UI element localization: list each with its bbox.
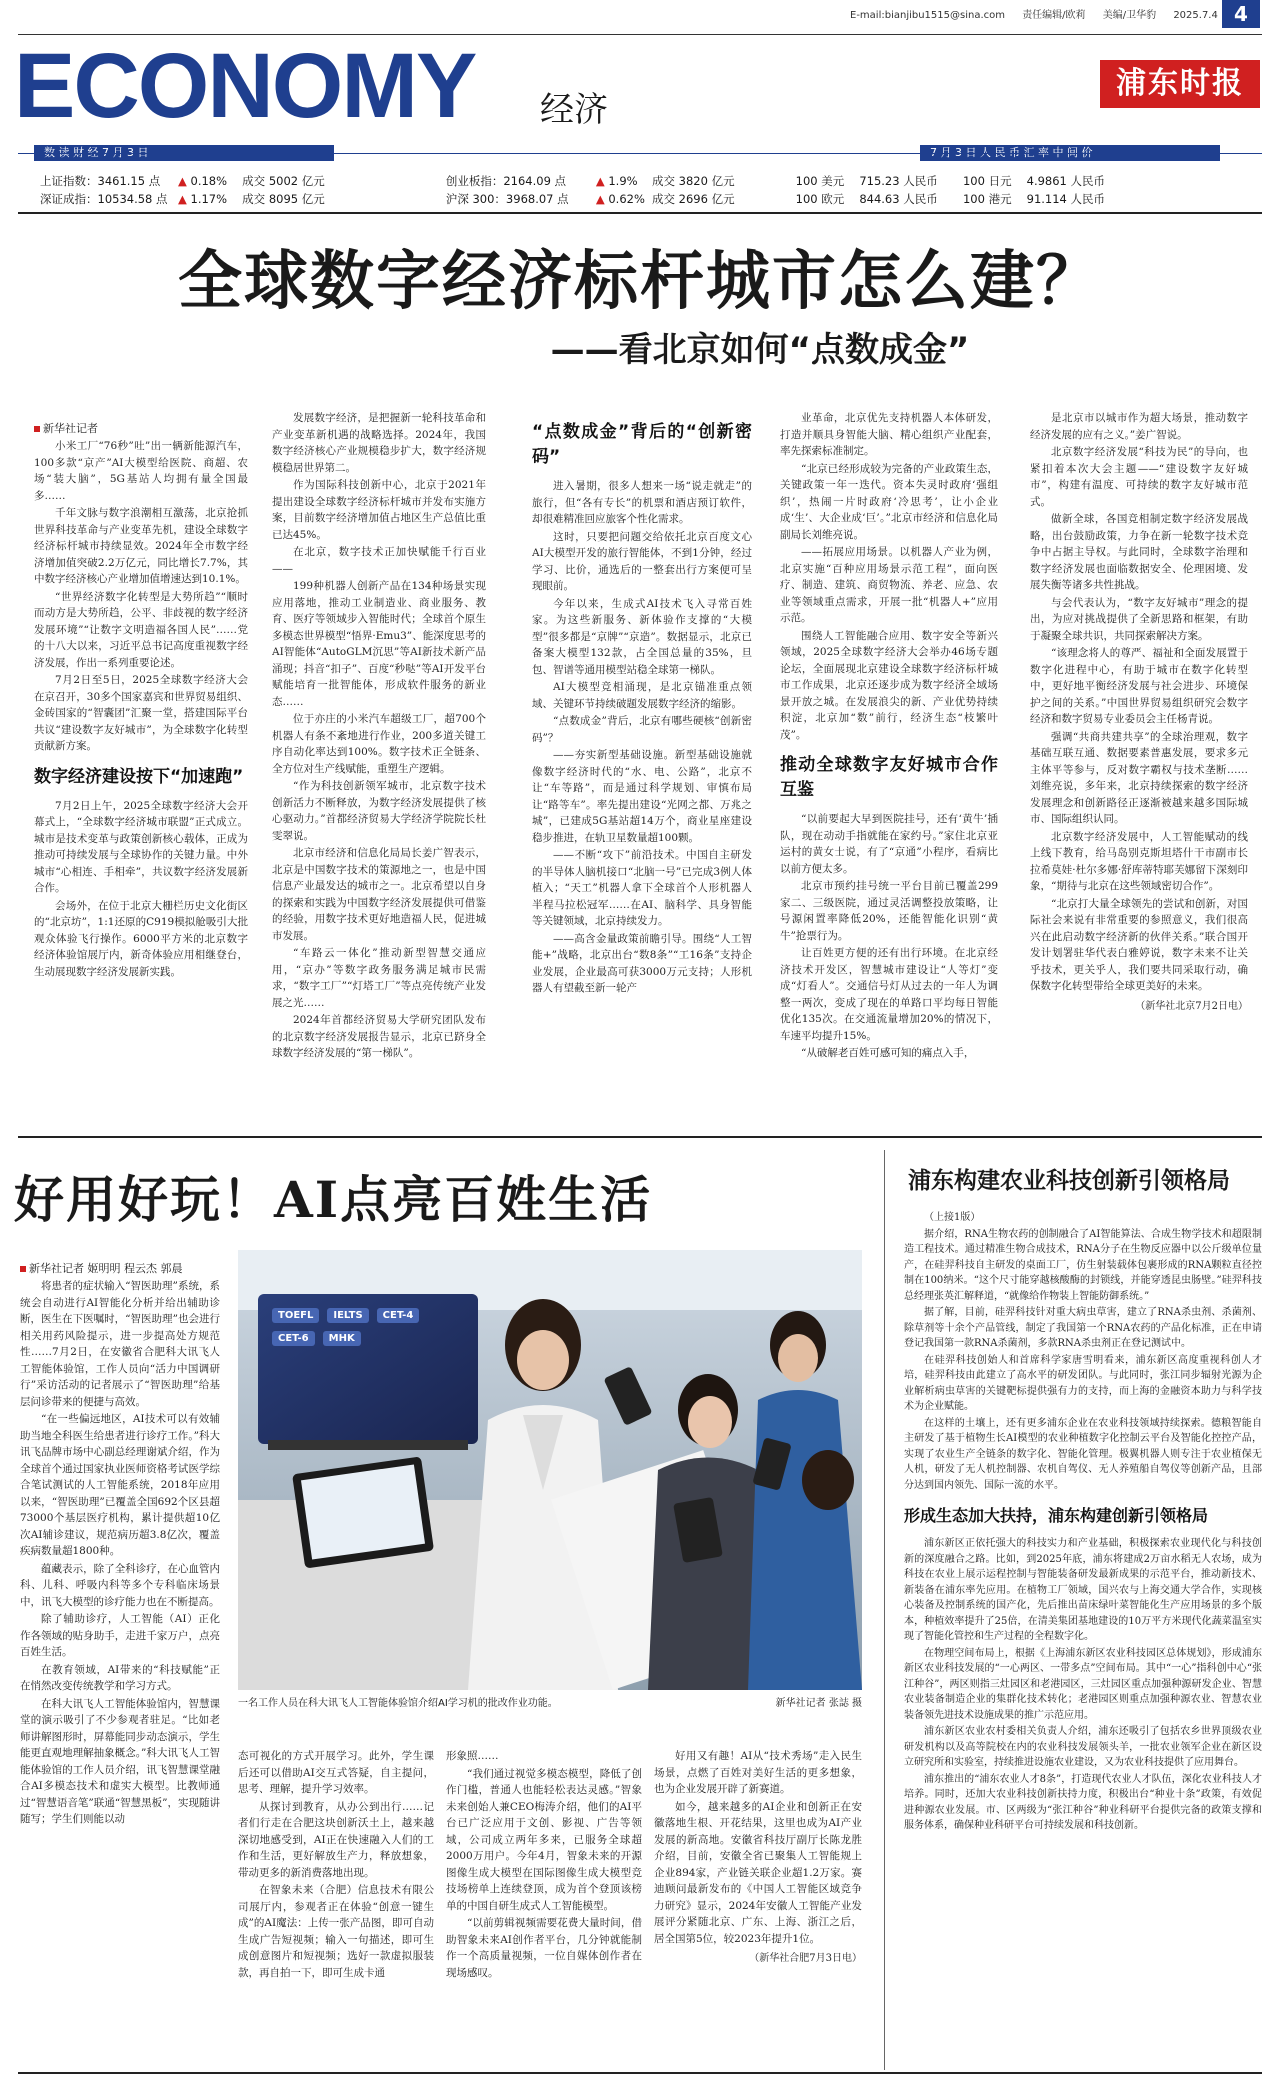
photo-credit: 新华社记者 张誌 摄 bbox=[775, 1698, 862, 1709]
dateline: （新华社北京7月2日电） bbox=[1135, 1000, 1248, 1012]
page-number: 4 bbox=[1222, 0, 1260, 28]
paragraph: 北京市经济和信息化局局长姜广智表示，北京是中国数字技术的策源地之一，也是中国信息产业最发达的城市之一。北京希望以自身的探索和实践为中国数字经济发展提供可借鉴的经验，用数字技术更好地造福人民，促进城市发展。 bbox=[272, 847, 486, 942]
bottom-rule bbox=[18, 2072, 1262, 2074]
paragraph: 浦东推出的“浦东农业人才8条”，打造现代农业人才队伍，深化农业科技人才培养。同时，还加大农业科技创新扶持力度，积极出台“种业十条”政策，有效促进种源农业发展。市、区两级为“张江种谷”种业科研平台提供完备的政策支撑和服务体系，确保种业科研平台可持续发展和科技创新。 bbox=[904, 1773, 1262, 1831]
sz-volume: 成交 8095 亿元 bbox=[242, 192, 325, 206]
section-title-en: ECONOMY bbox=[14, 35, 476, 137]
square-bullet-icon bbox=[20, 1266, 26, 1272]
newspaper-logo: 浦东时报 bbox=[1100, 60, 1260, 108]
paragraph: 北京数字经济发展“科技为民”的导向，也紧扣着本次大会主题——“建设数字友好城市”，构建有温度、可持续的数字友好城市范式。 bbox=[1030, 446, 1248, 508]
story1-col-3 bbox=[532, 420, 752, 1120]
fx-eur: 844.63 人民币 bbox=[859, 192, 938, 206]
paragraph: 与会代表认为，“数字友好城市”理念的提出，为应对挑战提供了全新思路和框架，有助于凝聚全球共识，共同探索解决方案。 bbox=[1030, 596, 1248, 642]
fx-jpy: 4.9861 人民币 bbox=[1026, 174, 1106, 188]
screen-item: CET-6 bbox=[272, 1331, 315, 1346]
market-row-2 bbox=[40, 191, 1105, 207]
paragraph: 将患者的症状输入“智医助理”系统，系统会自动进行AI智能化分析并给出辅助诊断，医生在下医嘱时，“智医助理”也会进行相关用药风险提示，进一步提高处方规范性……7月2日，在安徽省合肥科大讯飞人工智能体验馆，工作人员向“活力中国调研行”采访活动的记者展示了“智医助理”给基层问诊带来的便捷与高效。 bbox=[20, 1280, 220, 1408]
screen-item: IELTS bbox=[327, 1308, 368, 1323]
paragraph: 位于亦庄的小米汽车超级工厂，超700个机器人有条不紊地进行作业，200多道关键工序自动化率达到100%。数字技术正全链条、全方位对生产线赋能，重塑生产逻辑。 bbox=[272, 713, 486, 775]
paragraph: 是北京市以城市作为超大场景，推动数字经济发展的应有之义。”姜广智说。 bbox=[1030, 412, 1248, 441]
paragraph: “北京打大量全球领先的尝试和创新，对国际社会来说有非常重要的参照意义，我们很高兴在此启动数字经济新的伙伴关系。”联合国开发计划署驻华代表白雅婷说，数字未来不让关乎技术，更关乎人，我们要共同采取行动，确保数字化转型带给全球更美好的未来。 bbox=[1030, 897, 1248, 992]
story2-byline bbox=[20, 1260, 220, 1276]
hs300-index: 沪深 300：3968.07 点 bbox=[445, 192, 569, 206]
paragraph: 7月2日至5日，2025全球数字经济大会在京召开，30多个国家嘉宾和世界贸易组织、金砖国家的“智囊团”汇聚一堂，搭建国际平台共议“建设数字友好城市”，为全球数字化转型贡献新方案。 bbox=[34, 674, 248, 752]
header-meta bbox=[850, 6, 1232, 21]
fx-hkd-label: 100 港元 bbox=[962, 192, 1012, 206]
paragraph: 199种机器人创新产品在134种场景实现应用落地，推动工业制造业、商业服务、教育、医疗等领域步入智能时代；全球首个原生多模态世界模型“悟界·Emu3”、能深度思考的AI智能体“AutoGLM沉思”等AI新技术新产品涌现；抖音“扣子”、百度“秒哒”等AI开发平台赋能培育一批智能体，形成软件服务的新业态…… bbox=[272, 580, 486, 708]
paragraph: “车路云一体化”推动新型智慧交通应用，“京办”等数字政务服务满足城市民需求，“数字工厂”“灯塔工厂”等点亮传统产业发展之光…… bbox=[272, 947, 486, 1009]
paragraph: 作为国际科技创新中心，北京于2021年提出建设全球数字经济标杆城市并发布实施方案，目前数字经济增加值占地区生产总值比重已达45%。 bbox=[272, 479, 486, 541]
story-divider bbox=[18, 1136, 1262, 1138]
sh-index: 上证指数：3461.15 点 bbox=[40, 174, 161, 188]
sz-index: 深证成指：10534.58 点 bbox=[40, 192, 168, 206]
cyb-change: 1.9% bbox=[608, 174, 638, 188]
paragraph: 据介绍，RNA生物农药的创制融合了AI智能算法、合成生物学技术和超限制造工程技术。通过精准生物合成技术，RNA分子在生物反应器中以公斤级单位量产，在硅羿科技自主研发的桌面工厂，仿生射装载体包裹形成的RNA颗粒直径控制在100纳米。“这个尺寸能穿越核酸酶的封锁线，并能穿透昆虫肠壁。”硅羿科技总经理张英汇解释道，“就像给作物装上智能防御系统。” bbox=[904, 1228, 1262, 1302]
paragraph: 7月2日上午，2025全球数字经济大会开幕式上，“全球数字经济城市联盟”正式成立。城市是技术变革与政策创新核心载体，正成为推动可持续发展与全球协作的关键力量。中外城市“心相连、手相牵”，共议数字经济发展新合作。 bbox=[34, 799, 248, 894]
fx-jpy-label: 100 日元 bbox=[962, 174, 1012, 188]
photo-caption: 一名工作人员在科大讯飞人工智能体验馆介绍AI学习机的批改作业功能。 bbox=[238, 1698, 558, 1709]
paragraph: 在教育领域，AI带来的“科技赋能”正在悄然改变传统教学和学习方式。 bbox=[20, 1663, 220, 1692]
photo-caption-row bbox=[238, 1694, 862, 1709]
paragraph: “以前剪辑视频需要花费大量时间，借助智象未来AI创作者平台，几分钟就能制作一个高质量视频，一位自媒体创作者在现场感叹。 bbox=[446, 1917, 642, 1979]
paragraph: 北京市预约挂号统一平台目前已覆盖299家二、三级医院，通过灵活调整投放策略，让号源闲置率降低20%，还能智能化识别“黄牛”抢票行为。 bbox=[780, 880, 998, 942]
story2-col-1 bbox=[20, 1260, 220, 2060]
paragraph: 如今，越来越多的AI企业和创新正在安徽落地生根、开花结果，这里也成为AI产业发展的新高地。安徽省科技厅副厅长陈龙胜介绍，目前，安徽全省已聚集人工智能规上企业894家，产业链关联企业超1.2万家。赛迪顾问最新发布的《中国人工智能区域竞争力研究》显示，2024年安徽人工智能产业发展评分紧随北京、广东、上海、浙江之后，居全国第5位，较2023年提升1位。 bbox=[654, 1800, 862, 1945]
story1-col-4 bbox=[780, 410, 998, 1120]
paragraph: 在物理空间布局上，根据《上海浦东新区农业科技园区总体规划》，形成浦东新区农业科技发展的“一心两区、一带多点”空间布局。其中“一心”指科创中心“张江种谷”，两区则指三灶园区和老港园区，三灶园区重点加强种源研发企业、智慧农业装备制造企业的集群化技术转化；老港园区则重点加强种源农业、智慧农业装备领先进技术设施成果的推广示范应用。 bbox=[904, 1647, 1262, 1721]
up-arrow-icon: ▲ bbox=[178, 174, 187, 188]
paragraph: 这时，只要把问题交给依托北京百度文心AI大模型开发的旅行智能体，不到1分钟，经过学习、比价，通选后的一整套出行方案便可呈现眼前。 bbox=[532, 530, 752, 592]
sz-change: 1.17% bbox=[190, 192, 228, 206]
paragraph: “该理念将人的尊严、福祉和全面发展置于数字化进程中心，有助于城市在数字化转型中，更好地平衡经济发展与社会进步、环境保护之间的关系。”中国世界贸易组织研究会数字经济和数字贸易专业委员会主任杨青说。 bbox=[1030, 647, 1248, 725]
headline-2: 好用好玩！AI点亮百姓生活 bbox=[14, 1170, 653, 1229]
up-arrow-icon: ▲ bbox=[595, 174, 605, 188]
cyb-volume: 成交 3820 亿元 bbox=[652, 174, 735, 188]
paragraph: （上接1版） bbox=[924, 1212, 981, 1223]
bar-line bbox=[18, 153, 1262, 154]
paragraph: 浦东新区正依托强大的科技实力和产业基础，积极探索农业现代化与科技创新的深度融合之路。比如，到2025年底，浦东将建成2万亩水稻无人农场，成为科技在农业上展示运程控制与智能装备研发最新成果的示范平台，推动新技术、新装备在浦东率先应用。在植物工厂领域，国兴农与上海交通大学合作，实现核心装备及控制系统的国产化，先后推出苗床绿叶菜智能化生产应用场景的多个版本，种植效率提升了25倍，在清美集团基地建设的10万平方米现代化蔬菜温室实现了智能化管控和生产过程的全程数字化。 bbox=[904, 1538, 1262, 1642]
paragraph: 形象照…… bbox=[446, 1750, 499, 1762]
subheading: 形成生态加大扶持，浦东构建创新引领格局 bbox=[904, 1506, 1209, 1525]
market-row-1 bbox=[40, 173, 1105, 189]
byline-text: 新华社记者 bbox=[43, 422, 98, 435]
paragraph: 在科大讯飞人工智能体验馆内，智慧课堂的演示吸引了不少参观者驻足。“比如老师讲解图形时，屏幕能同步动态演示，学生能更直观地理解抽象概念。”科大讯飞人工智能体验馆的工作人员介绍，讯飞智慧课堂融合AI多模态技术和虚实大模型。比教师通过“智慧语音笔”联通“智慧黑板”，实现随讲随写；学生们则能以动 bbox=[20, 1697, 220, 1825]
square-bullet-icon bbox=[34, 426, 40, 432]
cyb-index: 创业板指：2164.09 点 bbox=[445, 174, 567, 188]
story1-col-5 bbox=[1030, 410, 1248, 1120]
hs300-volume: 成交 2696 亿元 bbox=[652, 192, 735, 206]
hs300-change: 0.62% bbox=[608, 192, 645, 206]
paragraph: 小米工厂“76秒”吐”出一辆新能源汽车，100多款“京产”AI大模型给医院、商超、农场“装大脑”，5G基站人均拥有量全国最多…… bbox=[34, 440, 248, 502]
paragraph: 千年文脉与数字浪潮相互激荡，北京抢抓世界科技革命与产业变革先机，建设全球数字经济标杆城市持续显效。2024年全市数字经济增加值突破2.2万亿元，同比增长7.7%，其中数字经济核心产业增加值增速达到10.1%。 bbox=[34, 507, 248, 585]
paragraph: 发展数字经济，是把握新一轮科技革命和产业变革新机遇的战略选择。2024年，我国数字经济核心产业规模稳步扩大，数字经济规模稳居世界第二。 bbox=[272, 412, 486, 474]
headline-1-subtitle: ——看北京如何“点数成金” bbox=[550, 330, 970, 370]
story1-col-2 bbox=[272, 410, 486, 1120]
paragraph: “世界经济数字化转型是大势所趋”“顺时而动方是大势所趋，公平、非歧视的数字经济发展环境”“让数字文明造福各国人民”……党的十八大以来，习近平总书记高度重视数字经济发展，作出一系列重要论述。 bbox=[34, 590, 248, 669]
paragraph: 态可视化的方式开展学习。此外，学生课后还可以借助AI交互式答疑，自主提问，思考、理解，提升学习效率。 bbox=[238, 1750, 434, 1795]
market-divider bbox=[18, 212, 1262, 214]
screen-menu bbox=[272, 1308, 462, 1346]
story2-col-3 bbox=[446, 1748, 642, 2060]
market-bar: 数 读 财 经 7 月 3 日 bbox=[34, 145, 334, 161]
up-arrow-icon: ▲ bbox=[595, 192, 605, 206]
paragraph: “作为科技创新领军城市，北京数字技术创新活力不断释放，为数字经济发展提供了核心驱动力。”首都经济贸易大学经济学院院长杜雯翠说。 bbox=[272, 780, 486, 842]
paragraph: “我们通过视觉多模态模型，降低了创作门槛，普通人也能轻松表达灵感。”智象未来创始人兼CEO梅涛介绍，他们的AI平台已广泛应用于文创、影视、广告等领域，公司成立两年多来，已服务全球超2000万用户。今年4月，智象未来的开源图像生成大模型在国际图像生成大模型竞技场榜单上连续登顶，成为首个登顶该榜单的中国自研生成式人工智能模型。 bbox=[446, 1767, 642, 1912]
paragraph: 今年以来，生成式AI技术飞入寻常百姓家。为这些新服务、新体验作支撑的“大模型”很多都是“京牌”“京造”。数据显示，北京已备案大模型132款，占全国总量的35%，旦包、智谱等通用模型站稳全球第一梯队。 bbox=[532, 597, 752, 676]
paragraph: ——夯实新型基础设施。新型基础设施就像数字经济时代的“水、电、公路”，北京不让“车等路”，而是通过科学规划、审慎布局让“路等车”。率先提出建设“光网之都、万兆之城”，已建成5G基站超14万个，商业星座建设稳步推进，在轨卫星数量超100颗。 bbox=[532, 749, 752, 844]
sh-volume: 成交 5002 亿元 bbox=[242, 174, 325, 188]
column-divider bbox=[884, 1150, 885, 2070]
sh-change: 0.18% bbox=[190, 174, 228, 188]
issue-date: 2025.7.4 bbox=[1173, 10, 1218, 21]
paragraph: 围绕人工智能融合应用、数字安全等新兴领域，2025全球数字经济大会举办46场专题论坛，全面展现北京建设全球数字经济标杆城市工作成果，北京还逐步成为数字经济全域场景开放之城。在发展浪尖的新、产业优势持续积淀，北京加“数”前行，经济生态“枝繁叶茂”。 bbox=[780, 629, 998, 741]
paragraph: 蕴藏表示，除了全科诊疗，在心血管内科、儿科、呼吸内科等多个专科临床场景中，讯飞大模型的诊疗能力也在不断提高。 bbox=[20, 1562, 220, 1608]
fx-eur-label: 100 欧元 bbox=[795, 192, 845, 206]
headline-3: 浦东构建农业科技创新引领格局 bbox=[908, 1168, 1230, 1194]
fx-bar: 7 月 3 日 人 民 币 汇 率 中 间 价 bbox=[920, 145, 1220, 161]
up-arrow-icon: ▲ bbox=[178, 192, 187, 206]
editor: 责任编辑/欧莉 bbox=[1022, 10, 1086, 21]
paragraph: 在智象未来（合肥）信息技术有限公司展厅内，参观者正在体验“创意一键生成”的AI魔法：上传一张产品图，即可自动生成广告短视频；输入一句描述，即可生成创意图片和短视频；选好一款虚拟服装款，再自拍一下，即可生成卡通 bbox=[238, 1884, 434, 1979]
paragraph: “从破解老百姓可感可知的痛点入手， bbox=[801, 1047, 975, 1059]
fx-usd-label: 100 美元 bbox=[795, 174, 845, 188]
story1-byline bbox=[34, 420, 248, 436]
fx-usd: 715.23 人民币 bbox=[859, 174, 938, 188]
story2-col-2 bbox=[238, 1748, 434, 2060]
paragraph: 好用又有趣！AI从“技术秀场”走入民生场景，点燃了百姓对美好生活的更多想象，也为企业发展开辟了新赛道。 bbox=[654, 1750, 862, 1795]
subheading: 推动全球数字友好城市合作互鉴 bbox=[780, 755, 998, 800]
paragraph: “点数成金”背后，北京有哪些硬核“创新密码”？ bbox=[532, 715, 752, 744]
email: E-mail:bianjibu1515@sina.com bbox=[850, 10, 1005, 21]
story1-col-1 bbox=[34, 420, 248, 1120]
paragraph: 进入暑期，很多人想来一场“说走就走”的旅行，但“各有专长”的机票和酒店预订软件，却很难精准回应旅客个性化需求。 bbox=[532, 480, 752, 525]
paragraph: 浦东新区农业农村委相关负责人介绍，浦东还吸引了包括农乡世界顶级农业研发机构以及高等院校在内的农业科技发展领头羊，一批农业领军企业在新区设立研究所和实验室，持续推进设施农业建设，又为农业科技提供了应用舞台。 bbox=[904, 1726, 1262, 1768]
paragraph: ——拓展应用场景。以机器人产业为例，北京实施“百种应用场景示范工程”，面向医疗、制造、建筑、商贸物流、养老、应急、农业等领域重点需求，开展一批“机器人+”应用示范。 bbox=[780, 546, 998, 624]
paragraph: 让百姓更方便的还有出行环境。在北京经济技术开发区，智慧城市建设让“人等灯”变成“灯看人”。交通信号灯从过去的一年人为调整一两次，变成了现在的单路口平均每日智能优化135次。在交通流量增加20%的情况下，车速平均提升15%。 bbox=[780, 947, 998, 1042]
paragraph: 在硅羿科技创始人和首席科学家唐雪明看来，浦东新区高度重视科创人才培，硅羿科技由此建立了高水平的研发团队。与此同时，张江同步辐射光源为企业解析病虫草害的关键靶标提供强有力的支持，而上海的金融资本助力与科学技术为企业赋能。 bbox=[904, 1354, 1262, 1412]
screen-item: TOEFL bbox=[272, 1308, 319, 1323]
paragraph: “以前要起大早到医院挂号，还有‘黄牛’插队，现在动动手指就能在家约号。”家住北京亚运村的黄女士说，有了“京通”小程序，看病比以前方便太多。 bbox=[780, 813, 998, 875]
screen-item: CET-4 bbox=[377, 1308, 420, 1323]
subheading: “点数成金”背后的“创新密码” bbox=[532, 422, 752, 467]
paragraph: 在北京，数字技术正加快赋能千行百业—— bbox=[272, 546, 486, 575]
fx-hkd: 91.114 人民币 bbox=[1026, 192, 1106, 206]
paragraph: “在一些偏远地区，AI技术可以有效辅助当地全科医生给患者进行诊疗工作。”科大讯飞品牌市场中心副总经理谢斌介绍，作为全球首个通过国家执业医师资格考试医学综合笔试测试的人工智能系统，2018年应用以来，“智医助理”已覆盖全国692个区县超73000个基层医疗机构，累计提供超10亿次AI辅诊建议，规范病历超3.8亿次，覆盖疾病数量超1800种。 bbox=[20, 1413, 220, 1557]
screen-item: MHK bbox=[323, 1331, 361, 1346]
paragraph: 2024年首都经济贸易大学研究团队发布的北京数字经济发展报告显示，北京已跻身全球数字经济发展的“第一梯队”。 bbox=[272, 1014, 486, 1059]
paragraph: ——高含金量政策前瞻引导。围绕“人工智能+”战略，北京出台“数8条”“工16条”支持企业发展，企业最高可获3000万元支持；人形机器人有望截至新一轮产 bbox=[532, 932, 752, 994]
paragraph: “北京已经形成较为完备的产业政策生态，关键政策一年一迭代。资本失灵时政府‘强组织’，热闹一片时政府‘冷思考’，让小企业成‘生’、大企业成‘巨’。”北京市经济和信息化局副局长刘维亮说。 bbox=[780, 462, 998, 541]
story2-col-4 bbox=[654, 1748, 862, 2060]
section-title-cn: 经济 bbox=[540, 90, 608, 130]
paragraph: 在这样的土壤上，还有更多浦东企业在农业科技领域持续探索。德粮智能自主研发了基于植物生长AI模型的农业种植数字化控制云平台及智能化控控产品，实现了农业生产全链条的数字化、智能化管理。极翼机器人则专注于农业植保无人机，研发了无人机控制器、农机自驾仪、无人养殖船自驾仪等创新产品，且部分达到国内领先、国际一流的水平。 bbox=[904, 1417, 1262, 1491]
paragraph: 强调“共商共建共享”的全球治理观，数字基础互联互通、数据要素普惠发展，要求多元主体平等参与，反对数字霸权与技术垄断……刘维亮说，多年来，北京持续探索的数字经济发展理念和创新路径正逐渐被越来越多国际城市、国际组织认同。 bbox=[1030, 730, 1248, 825]
paragraph: AI大模型竞相涌现，是北京锚准重点领域、关键环节持续破题发展数字经济的缩影。 bbox=[532, 681, 752, 710]
paragraph: 除了辅助诊疗，人工智能（AI）正化作各领域的贴身助手，走进千家万户，点亮百姓生活。 bbox=[20, 1613, 220, 1658]
paragraph: 据了解，目前，硅羿科技针对重大病虫草害，建立了RNA杀虫剂、杀菌剂、除草剂等十余个产品管线，制定了我国第一个RNA农药的产品化标准，正在申请登记我国第一款RNA杀菌剂，多款RNA杀虫剂正在登记测试中。 bbox=[904, 1307, 1262, 1349]
dateline: （新华社合肥7月3日电） bbox=[749, 1953, 862, 1964]
paragraph: 业革命，北京优先支持机器人本体研发，打造并顺具身智能大脑、精心组织产业配套，率先探索标准制定。 bbox=[780, 412, 998, 457]
paragraph: 北京数字经济发展中，人工智能赋动的线上线下教育，给马岛别克斯坦塔什干市副市长拉希莫娃·杜尔多娜·舒库蒂特耶芙娜留下深刻印象，“期待与北京在这些领域密切合作”。 bbox=[1030, 830, 1248, 892]
paragraph: ——不断“攻下”前沿技术。中国自主研发的半导体人脑机接口“北脑一号”已完成3例人体植入；“天工”机器人拿下全球首个人形机器人半程马拉松冠军……在AI、脑科学、具身智能等关键领域，北京持续发力。 bbox=[532, 849, 752, 927]
headline-1: 全球数字经济标杆城市怎么建？ bbox=[178, 244, 1102, 319]
paragraph: 做新全球，各国竞相制定数字经济发展战略，出台鼓励政策，力争在新一轮数字技术竞争中占据主导权。与此同时，全球数字治理和数字经济发展也面临数据安全、伦理困境、发展失衡等诸多共性挑战。 bbox=[1030, 513, 1248, 591]
subheading: 数字经济建设按下“加速跑” bbox=[34, 766, 244, 787]
byline-text: 新华社记者 姬明明 程云杰 郭晨 bbox=[29, 1262, 183, 1275]
art-editor: 美编/卫华豹 bbox=[1102, 10, 1157, 21]
news-photo bbox=[238, 1250, 862, 1690]
story3-body bbox=[904, 1210, 1262, 2068]
paragraph: 会场外，在位于北京大栅栏历史文化街区的“北京坊”，1:1还原的C919模拟舱吸引大批观众体验飞行操作。6000平方米的北京数字经济体验馆展厅内，新奇体验应用相继登台，生动展现数字经济发展新实践。 bbox=[34, 899, 248, 978]
paragraph: 从探讨到教育，从办公到出行……记者们行走在合肥这块创新沃土上，越来越深切地感受到，AI正在快速融入人们的工作和生活，更好解放生产力，释放想象，带动更多的新消费落地出现。 bbox=[238, 1800, 434, 1879]
